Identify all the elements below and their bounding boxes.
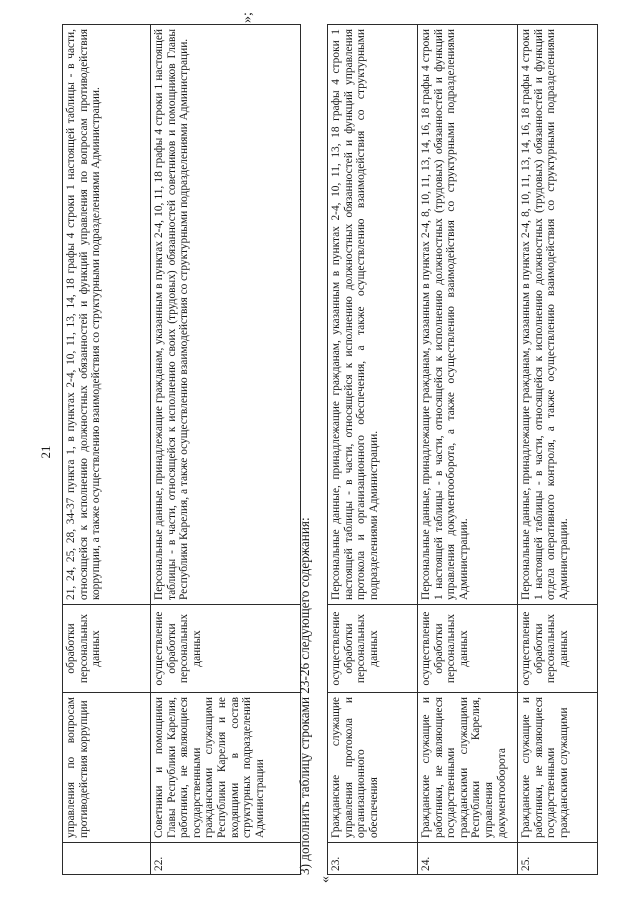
table-row	[328, 25, 418, 875]
row-number: 22.	[151, 843, 301, 875]
row-description: Персональные данные, принадлежащие гражданам, указанным в пунктах 2-4, 10, 11, 13, 18 графы 4 строки 1 настоящей таблицы - в части, относящейся к исполнению должностных обязанностей и функций управления протокола и организационного обеспечения, а также осуществлению взаимодействия со структурными подразделениями Администрации.	[328, 25, 418, 605]
amendment-intro: 3) дополнить таблицу строками 23-26 следующего содержания:	[297, 517, 312, 875]
table-top	[62, 24, 301, 875]
row-subject: Советники и помощники Главы Республики Карелия, работники, не являющиеся государственными гражданскими служащими Республики Карелия и не входящими в состав структурных подразделений Администрации	[151, 693, 301, 843]
row-purpose: осуществление обработки персональных данных	[151, 605, 301, 693]
row-description: Персональные данные, принадлежащие гражданам, указанным в пунктах 2-4, 8, 10, 11, 13, 14, 16, 18 графы 4 строки 1 настоящей таблицы - в части, относящейся к исполнению должностных (трудовых) обязанностей и функций управления документооборота, а также осуществлению взаимодействия со структурными подразделениями Администрации.	[418, 25, 518, 605]
table-row	[418, 25, 518, 875]
table-row	[63, 25, 151, 875]
row-description: Персональные данные, принадлежащие гражданам, указанным в пунктах 2-4, 10, 11, 18 графы 4 строки 1 настоящей таблицы - в части, относящейся к исполнению своих (трудовых) обязанностей советников и помощников Главы Республики Карелия, а также осуществлению взаимодействия со структурными подразделениями Администрации.	[151, 25, 301, 605]
row-number: 25.	[518, 843, 598, 875]
row-number	[63, 843, 151, 875]
row-description: Персональные данные, принадлежащие гражданам, указанным в пунктах 2-4, 8, 10, 11, 13, 14, 16, 18 графы 4 строки 1 настоящей таблицы - в части, относящейся к исполнению должностных (трудовых) обязанностей и функций отдела оперативного контроля, а также осуществлению взаимодействия со структурными подразделениями Администрации.	[518, 25, 598, 605]
table-row	[518, 25, 598, 875]
row-purpose: осуществление обработки персональных данных	[518, 605, 598, 693]
row-number: 23.	[328, 843, 418, 875]
row-purpose: осуществление обработки персональных данных	[418, 605, 518, 693]
page-number: 21	[38, 445, 53, 459]
row-purpose: обработки персональных данных	[63, 605, 151, 693]
row-purpose: осуществление обработки персональных данных	[328, 605, 418, 693]
row-subject: Гражданские служащие и работники, не являющиеся государственными гражданскими служащими	[518, 693, 598, 843]
table-row	[151, 25, 301, 875]
row-subject: управления по вопросам противодействия коррупции	[63, 693, 151, 843]
closing-quote: »;	[240, 12, 255, 23]
row-subject: Гражданские служащие управления протокола и организационного обеспечения	[328, 693, 418, 843]
table-bottom	[327, 24, 598, 875]
row-number: 24.	[418, 843, 518, 875]
row-description: 21, 24, 25, 28, 34-37 пункта 1, в пунктах 2-4, 10, 11, 13, 14, 18 графы 4 строки 1 настоящей таблицы - в части, относящейся к исполнению должностных обязанностей и функций управления по вопросам противодействия коррупции, а также осуществлению взаимодействия со структурными подразделениями Администрации.	[63, 25, 151, 605]
opening-quote: «	[318, 876, 333, 883]
row-subject: Гражданские служащие и работники, не являющиеся государственными гражданскими служащими Республики Карелия, управления документооборота	[418, 693, 518, 843]
